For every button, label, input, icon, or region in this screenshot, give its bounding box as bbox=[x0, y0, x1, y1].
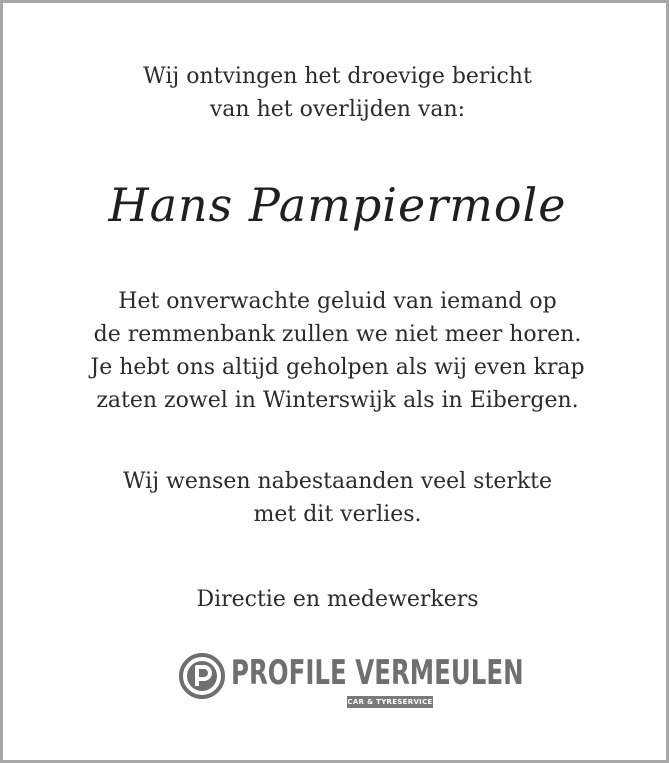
message-line-4: zaten zowel in Winterswijk als in Eibergen. bbox=[96, 388, 579, 413]
deceased-name: Hans Pampiermole bbox=[108, 178, 567, 232]
intro-line-2: van het overlijden van: bbox=[209, 97, 466, 122]
message-line-2: de remmenbank zullen we niet meer horen. bbox=[93, 322, 582, 347]
wishes-line-2: met dit verlies. bbox=[253, 502, 422, 527]
message-line-1: Het onverwachte geluid van iemand op bbox=[118, 289, 557, 314]
logo-wordmark: PROFILE VERMEULEN bbox=[231, 653, 524, 693]
signoff bbox=[3, 583, 669, 616]
profile-p-icon bbox=[179, 653, 225, 699]
company-logo bbox=[179, 651, 524, 711]
wishes-text bbox=[3, 465, 669, 531]
message-text bbox=[3, 285, 669, 417]
message-line-3: Je hebt ons altijd geholpen als wij even krap bbox=[90, 355, 585, 380]
logo-tagline: CAR & TYRESERVICE bbox=[347, 698, 433, 706]
signoff-line: Directie en medewerkers bbox=[196, 587, 479, 612]
intro-line-1: Wij ontvingen het droevige bericht bbox=[143, 64, 532, 89]
intro-text bbox=[3, 60, 669, 126]
wishes-line-1: Wij wensen nabestaanden veel sterkte bbox=[122, 469, 553, 494]
